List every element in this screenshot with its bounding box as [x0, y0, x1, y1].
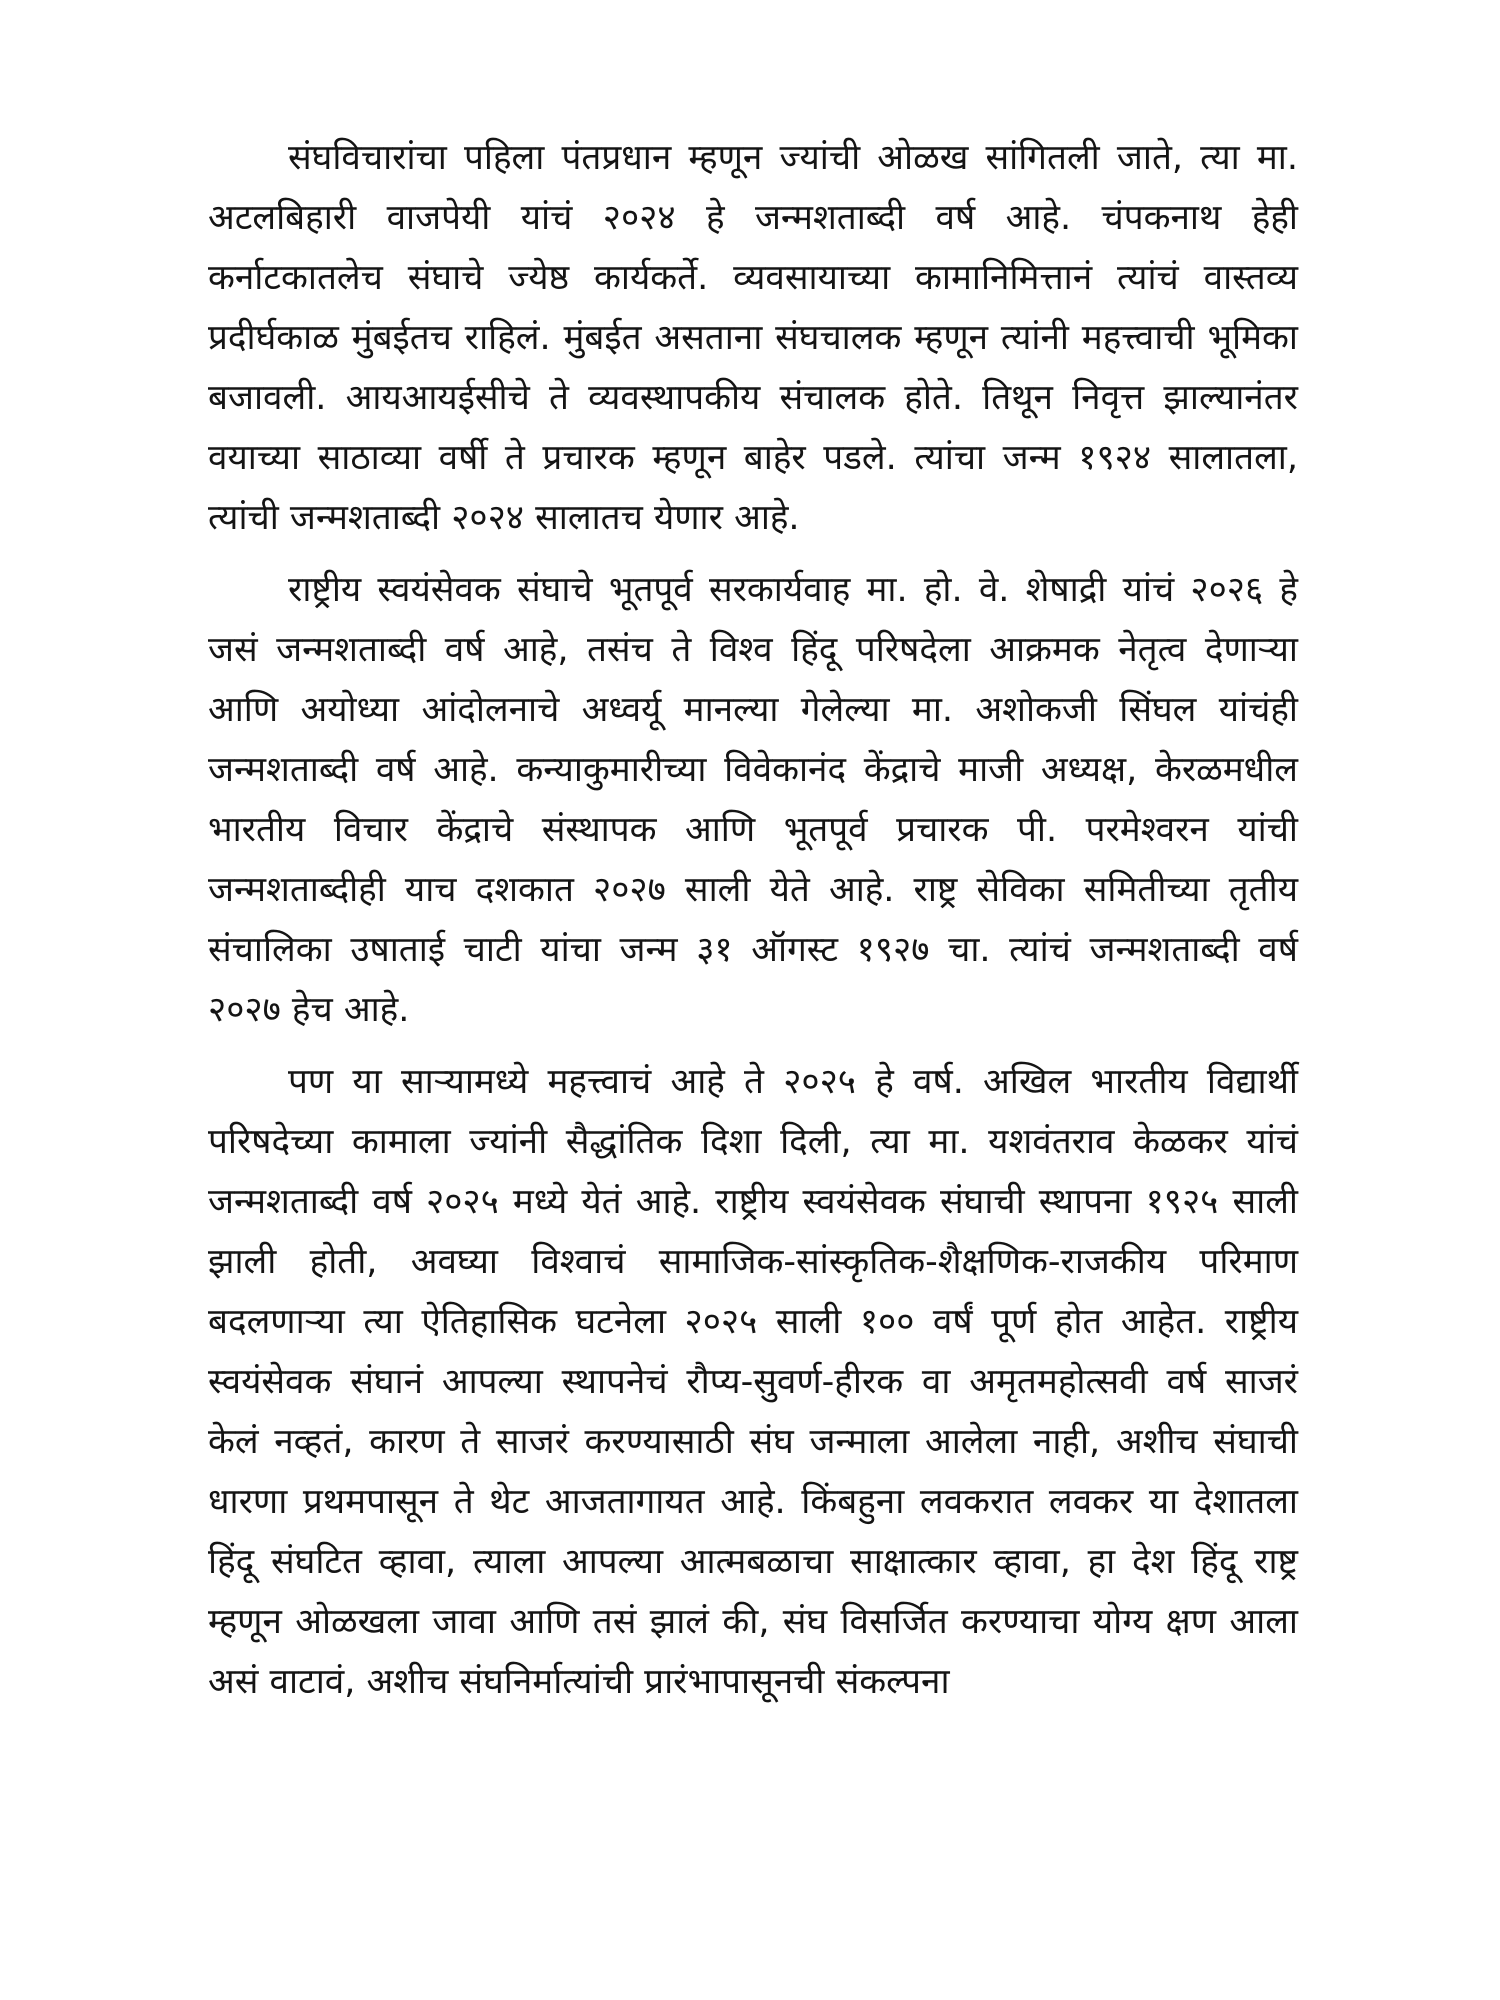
document-body — [208, 128, 1298, 1724]
paragraph-2: राष्ट्रीय स्वयंसेवक संघाचे भूतपूर्व सरकार्यवाह मा. हो. वे. शेषाद्री यांचं २०२६ हे जसं जन्मशताब्दी वर्ष आहे, तसंच ते विश्व हिंदू परिषदेला आक्रमक नेतृत्व देणाऱ्या आणि अयोध्या आंदोलनाचे अध्वर्यू मानल्या गेलेल्या मा. अशोकजी सिंघल यांचंही जन्मशताब्दी वर्ष आहे. कन्याकुमारीच्या विवेकानंद केंद्राचे माजी अध्यक्ष, केरळमधील भारतीय विचार केंद्राचे संस्थापक आणि भूतपूर्व प्रचारक पी. परमेश्वरन यांची जन्मशताब्दीही याच दशकात २०२७ साली येते आहे. राष्ट्र सेविका समितीच्या तृतीय संचालिका उषाताई चाटी यांचा जन्म ३१ ऑगस्ट १९२७ चा. त्यांचं जन्मशताब्दी वर्ष २०२७ हेच आहे. — [208, 570, 1298, 1030]
paragraph-1: संघविचारांचा पहिला पंतप्रधान म्हणून ज्यांची ओळख सांगितली जाते, त्या मा. अटलबिहारी वाजपेयी यांचं २०२४ हे जन्मशताब्दी वर्ष आहे. चंपकनाथ हेही कर्नाटकातलेच संघाचे ज्येष्ठ कार्यकर्ते. व्यवसायाच्या कामानिमित्तानं त्यांचं वास्तव्य प्रदीर्घकाळ मुंबईतच राहिलं. मुंबईत असताना संघचालक म्हणून त्यांनी महत्त्वाची भूमिका बजावली. आयआयईसीचे ते व्यवस्थापकीय संचालक होते. तिथून निवृत्त झाल्यानंतर वयाच्या साठाव्या वर्षी ते प्रचारक म्हणून बाहेर पडले. त्यांचा जन्म १९२४ सालातला, त्यांची जन्मशताब्दी २०२४ सालातच येणार आहे. — [208, 138, 1298, 538]
paragraph-3: पण या साऱ्यामध्ये महत्त्वाचं आहे ते २०२५ हे वर्ष. अखिल भारतीय विद्यार्थी परिषदेच्या कामाला ज्यांनी सैद्धांतिक दिशा दिली, त्या मा. यशवंतराव केळकर यांचं जन्मशताब्दी वर्ष २०२५ मध्ये येतं आहे. राष्ट्रीय स्वयंसेवक संघाची स्थापना १९२५ साली झाली होती, अवघ्या विश्वाचं सामाजिक-सांस्कृतिक-शैक्षणिक-राजकीय परिमाण बदलणाऱ्या त्या ऐतिहासिक घटनेला २०२५ साली १०० वर्षं पूर्ण होत आहेत. राष्ट्रीय स्वयंसेवक संघानं आपल्या स्थापनेचं रौप्य-सुवर्ण-हीरक वा अमृतमहोत्सवी वर्ष साजरं केलं नव्हतं, कारण ते साजरं करण्यासाठी संघ जन्माला आलेला नाही, अशीच संघाची धारणा प्रथमपासून ते थेट आजतागायत आहे. किंबहुना लवकरात लवकर या देशातला हिंदू संघटित व्हावा, त्याला आपल्या आत्मबळाचा साक्षात्कार व्हावा, हा देश हिंदू राष्ट्र म्हणून ओळखला जावा आणि तसं झालं की, संघ विसर्जित करण्याचा योग्य क्षण आला असं वाटावं, अशीच संघनिर्मात्यांची प्रारंभापासूनची संकल्पना — [208, 1062, 1298, 1702]
